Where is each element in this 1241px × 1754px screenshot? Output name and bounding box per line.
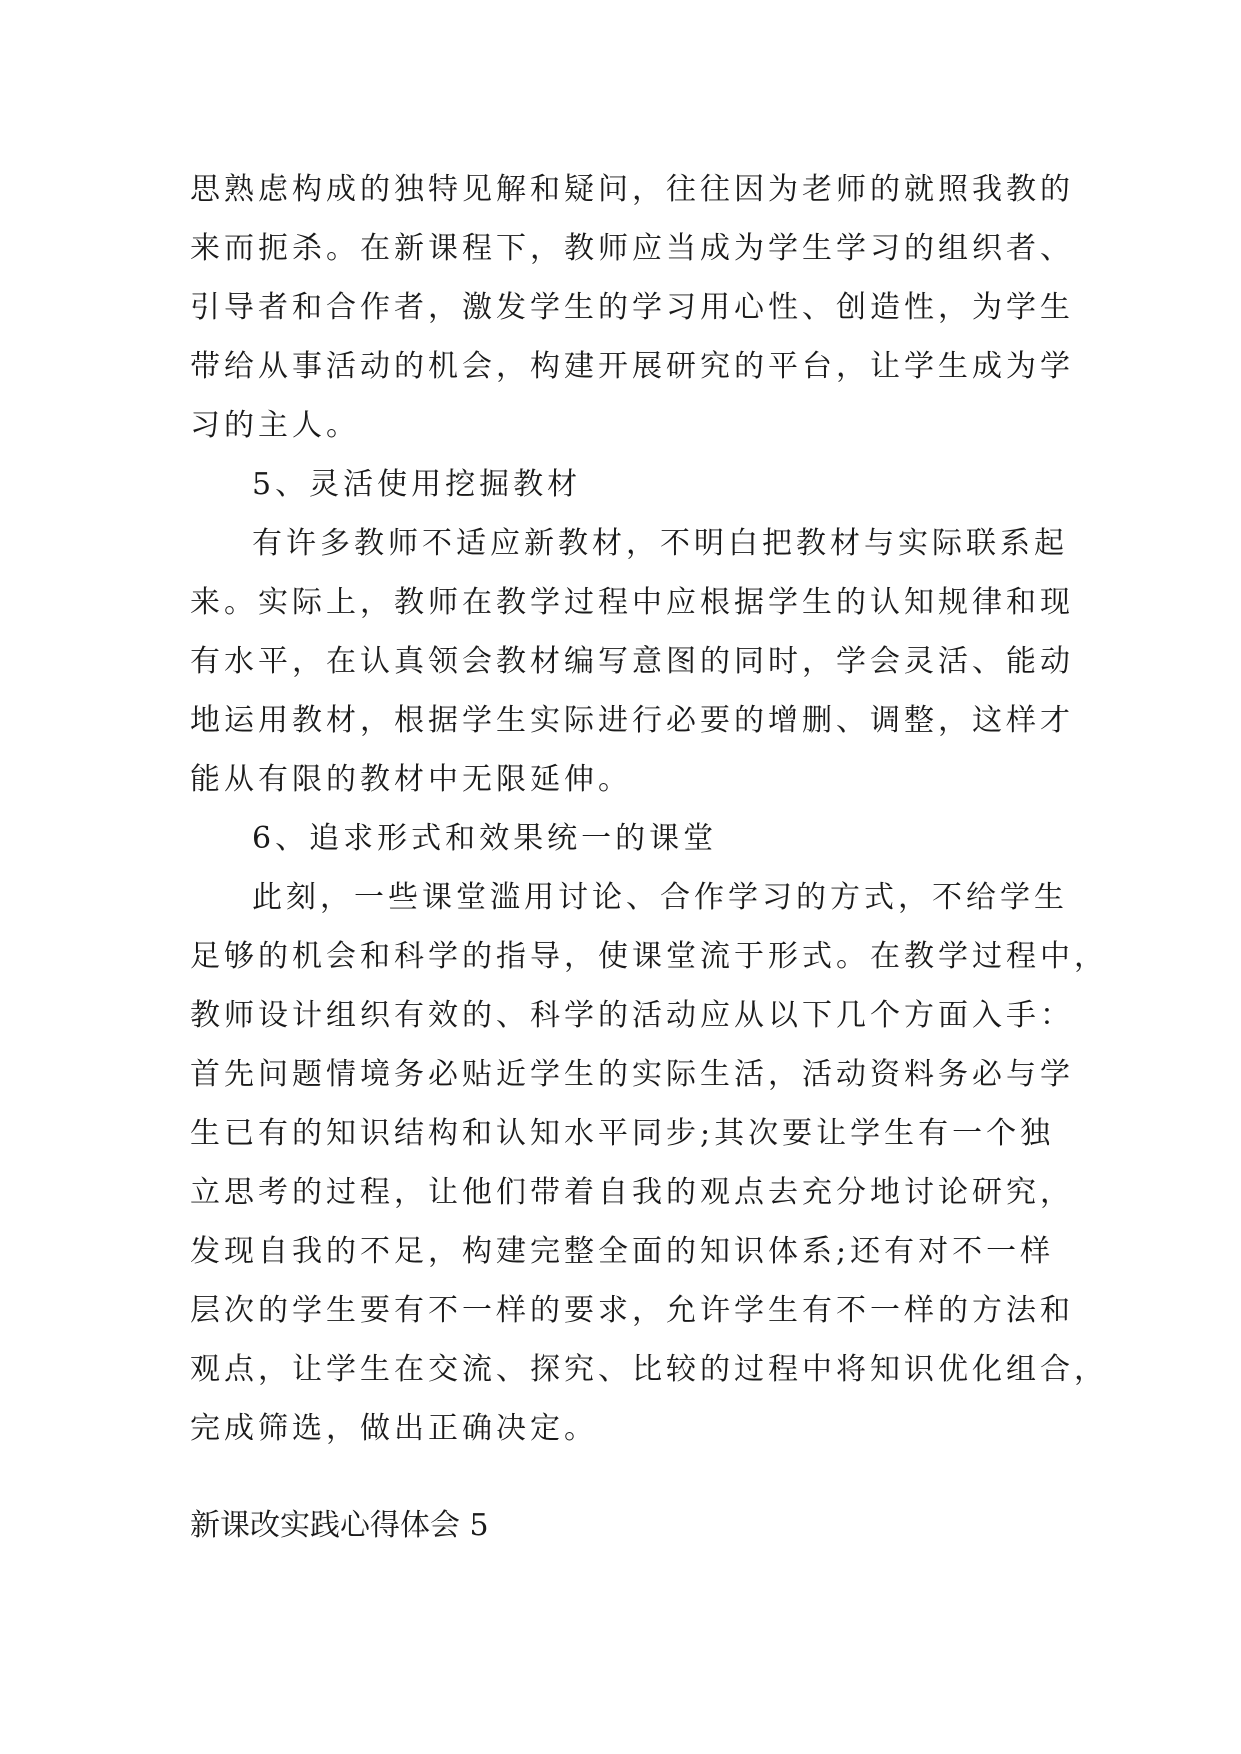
- text-line: 地运用教材，根据学生实际进行必要的增删、调整，这样才: [190, 703, 1074, 738]
- text-line: 来。实际上，教师在教学过程中应根据学生的认知规律和现: [190, 585, 1074, 620]
- text-line: 此刻，一些课堂滥用讨论、合作学习的方式，不给学生: [252, 880, 1068, 915]
- next-section-title: 新课改实践心得体会 5: [190, 1508, 489, 1543]
- text-line: 生已有的知识结构和认知水平同步;其次要让学生有一个独: [190, 1116, 1055, 1151]
- text-line: 能从有限的教材中无限延伸。: [190, 762, 632, 797]
- section-heading: 5、灵活使用挖掘教材: [252, 467, 582, 502]
- body-text: [190, 160, 1108, 1458]
- text-line: 来而扼杀。在新课程下，教师应当成为学生学习的组织者、: [190, 231, 1074, 266]
- text-line: 立思考的过程，让他们带着自我的观点去充分地讨论研究，: [190, 1175, 1074, 1210]
- text-line: 思熟虑构成的独特见解和疑问，往往因为老师的就照我教的: [190, 172, 1074, 207]
- text-line: 观点，让学生在交流、探究、比较的过程中将知识优化组合，: [190, 1352, 1108, 1387]
- text-line: 发现自我的不足，构建完整全面的知识体系;还有对不一样: [190, 1234, 1055, 1269]
- text-line: 教师设计组织有效的、科学的活动应从以下几个方面入手：: [190, 998, 1074, 1033]
- text-line: 带给从事活动的机会，构建开展研究的平台，让学生成为学: [190, 349, 1074, 384]
- text-line: 层次的学生要有不一样的要求，允许学生有不一样的方法和: [190, 1293, 1074, 1328]
- text-line: 完成筛选，做出正确决定。: [190, 1411, 598, 1446]
- section-heading: 6、追求形式和效果统一的课堂: [252, 821, 718, 856]
- text-line: 有水平，在认真领会教材编写意图的同时，学会灵活、能动: [190, 644, 1074, 679]
- text-line: 有许多教师不适应新教材，不明白把教材与实际联系起: [252, 526, 1068, 561]
- text-line: 首先问题情境务必贴近学生的实际生活，活动资料务必与学: [190, 1057, 1074, 1092]
- text-line: 足够的机会和科学的指导，使课堂流于形式。在教学过程中，: [190, 939, 1108, 974]
- text-line: 引导者和合作者，激发学生的学习用心性、创造性，为学生: [190, 290, 1074, 325]
- text-line: 习的主人。: [190, 408, 360, 443]
